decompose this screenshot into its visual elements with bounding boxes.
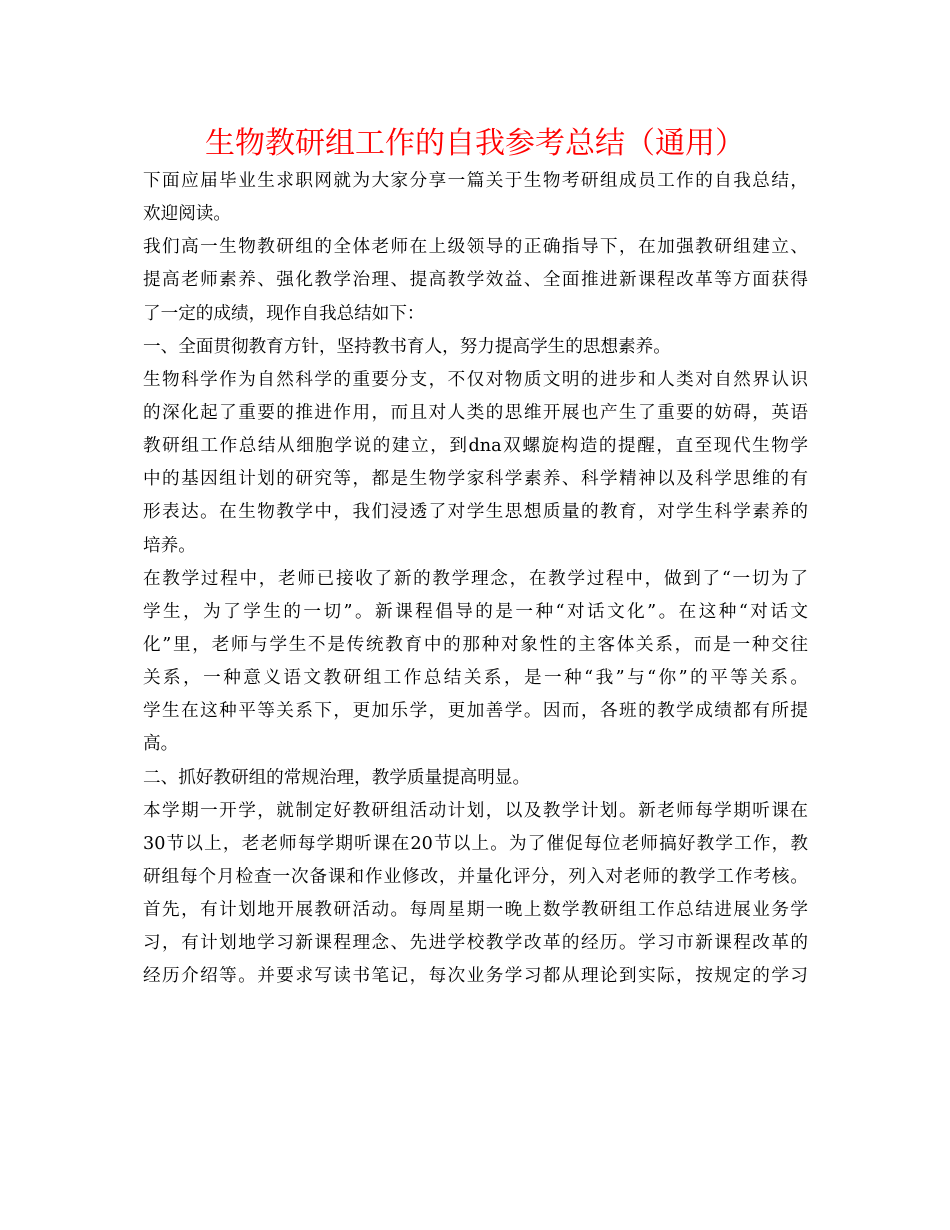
text-line: 下面应届毕业生求职网就为大家分享一篇关于生物考研组成员工作的自我总结， xyxy=(143,171,808,191)
text-line: 学生，为了学生的一切”。新课程倡导的是一种“对话文化”。在这种“对话文 xyxy=(143,601,808,622)
text-line: 化”里，老师与学生不是传统教育中的那种对象性的主客体关系，而是一种交往 xyxy=(143,634,808,655)
section-heading: 二、抓好教研组的常规治理，教学质量提高明显。 xyxy=(143,767,531,788)
text-line: 生物科学作为自然科学的重要分支，不仅对物质文明的进步和人类对自然界认识 xyxy=(143,369,808,390)
text-line: 经历介绍等。并要求写读书笔记，每次业务学习都从理论到实际，按规定的学习 xyxy=(143,966,808,987)
document-title: 生物教研组工作的自我参考总结（通用） xyxy=(205,126,745,161)
text-line: 形表达。在生物教学中，我们浸透了对学生思想质量的教育，对学生科学素养的 xyxy=(143,502,808,523)
text-line: 提高老师素养、强化教学治理、提高教学效益、全面推进新课程改革等方面获得 xyxy=(143,270,808,291)
text-line: 了一定的成绩，现作自我总结如下： xyxy=(143,303,425,324)
document-body xyxy=(143,165,808,994)
text-line: 习，有计划地学习新课程理念、先进学校教学改革的经历。学习市新课程改革的 xyxy=(143,933,808,954)
text-line: 在教学过程中，老师已接收了新的教学理念，在教学过程中，做到了“一切为了 xyxy=(143,568,808,589)
text-line: 的深化起了重要的推进作用，而且对人类的思维开展也产生了重要的妨碍，英语 xyxy=(143,402,808,423)
text-line: 学生在这种平等关系下，更加乐学，更加善学。因而，各班的教学成绩都有所提 xyxy=(143,701,808,722)
text-line: 关系，一种意义语文教研组工作总结关系，是一种“我”与“你”的平等关系。 xyxy=(143,668,808,689)
text-line: 30节以上，老老师每学期听课在20节以上。为了催促每位老师搞好教学工作，教 xyxy=(143,833,808,854)
text-line: 培养。 xyxy=(143,535,196,556)
text-line: 高。 xyxy=(143,734,179,755)
text-line: 研组每个月检查一次备课和作业修改，并量化评分，列入对老师的教学工作考核。 xyxy=(143,866,808,887)
text-line: 欢迎阅读。 xyxy=(143,204,231,225)
text-line: 我们高一生物教研组的全体老师在上级领导的正确指导下，在加强教研组建立、 xyxy=(143,237,808,258)
text-line: 本学期一开学，就制定好教研组活动计划，以及教学计划。新老师每学期听课在 xyxy=(143,800,808,821)
text-line: 教研组工作总结从细胞学说的建立，到dna双螺旋构造的提醒，直至现代生物学 xyxy=(143,436,808,457)
text-line: 中的基因组计划的研究等，都是生物学家科学素养、科学精神以及科学思维的有 xyxy=(143,469,808,490)
section-heading: 一、全面贯彻教育方针，坚持教书育人，努力提高学生的思想素养。 xyxy=(143,336,671,357)
text-line: 首先，有计划地开展教研活动。每周星期一晚上数学教研组工作总结进展业务学 xyxy=(143,900,808,921)
